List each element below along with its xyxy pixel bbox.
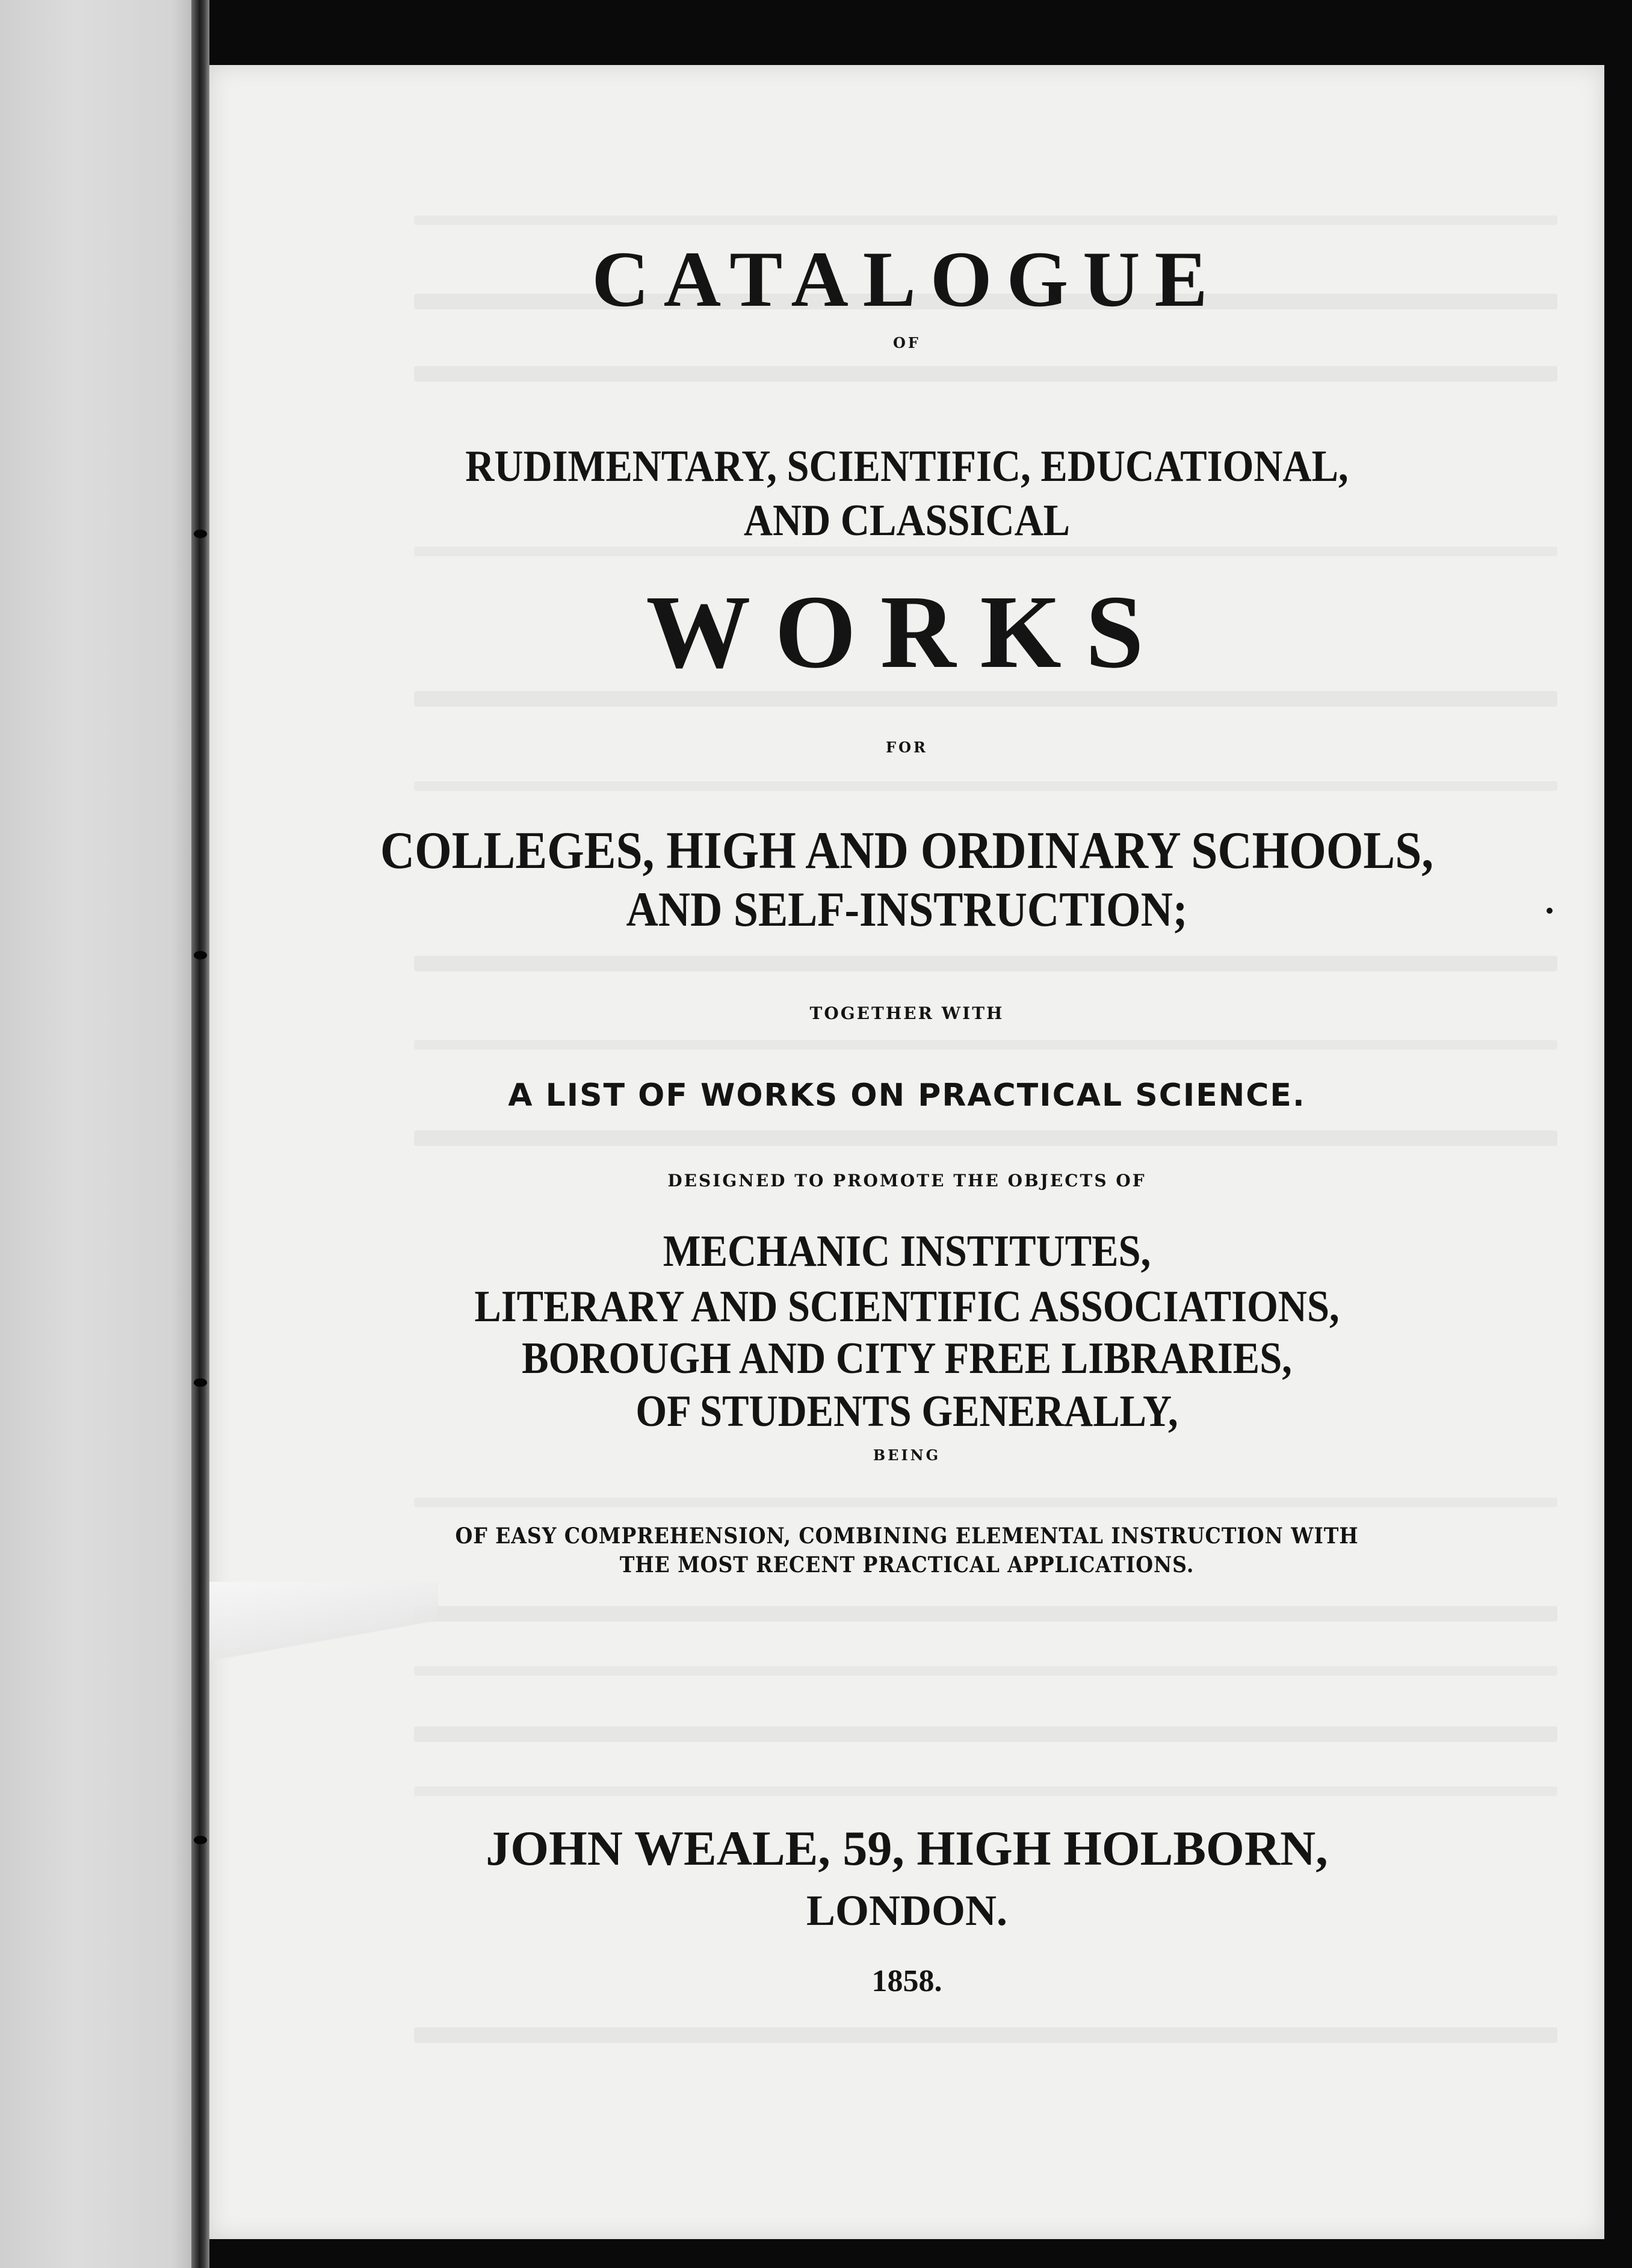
description-line-1: OF EASY COMPREHENSION, COMBINING ELEMENTAL INSTRUCTION WITH [455,1523,1359,1549]
publisher-line: JOHN WEALE, 59, HIGH HOLBORN, [486,1821,1328,1876]
city-line: LONDON. [806,1886,1008,1935]
subject-line-1: RUDIMENTARY, SCIENTIFIC, EDUCATIONAL, [465,442,1349,491]
binding-stitch [194,1378,207,1387]
previous-page-edge [0,0,191,2268]
subject-line-2: AND CLASSICAL [743,496,1071,545]
binding-stitch [194,951,207,959]
title-page [209,65,1604,2239]
for-word: FOR [886,739,928,756]
institution-line: MECHANIC INSTITUTES, [663,1227,1151,1276]
designed-to-line: DESIGNED TO PROMOTE THE OBJECTS OF [667,1171,1146,1191]
of-word: OF [893,334,921,352]
works-heading: WORKS [646,574,1168,690]
binding-stitch [194,1836,207,1844]
book-spine [191,0,209,2268]
binding-stitch [194,530,207,538]
torn-paper-mark [209,1582,438,1672]
audience-line-1: COLLEGES, HIGH AND ORDINARY SCHOOLS, [380,822,1434,880]
institution-line: BOROUGH AND CITY FREE LIBRARIES, [522,1334,1292,1383]
year-line: 1858. [871,1964,942,1998]
being-word: BEING [873,1446,941,1464]
audience-line-2: AND SELF-INSTRUCTION; [626,882,1188,937]
institution-line: LITERARY AND SCIENTIFIC ASSOCIATIONS, [474,1282,1340,1331]
practical-science-line: A LIST OF WORKS ON PRACTICAL SCIENCE. [508,1077,1306,1114]
together-with-line: TOGETHER WITH [809,1003,1004,1023]
description-line-2: THE MOST RECENT PRACTICAL APPLICATIONS. [619,1552,1195,1578]
institution-line: OF STUDENTS GENERALLY, [635,1387,1178,1436]
stray-dot [1547,908,1553,914]
catalogue-title: CATALOGUE [592,235,1222,323]
